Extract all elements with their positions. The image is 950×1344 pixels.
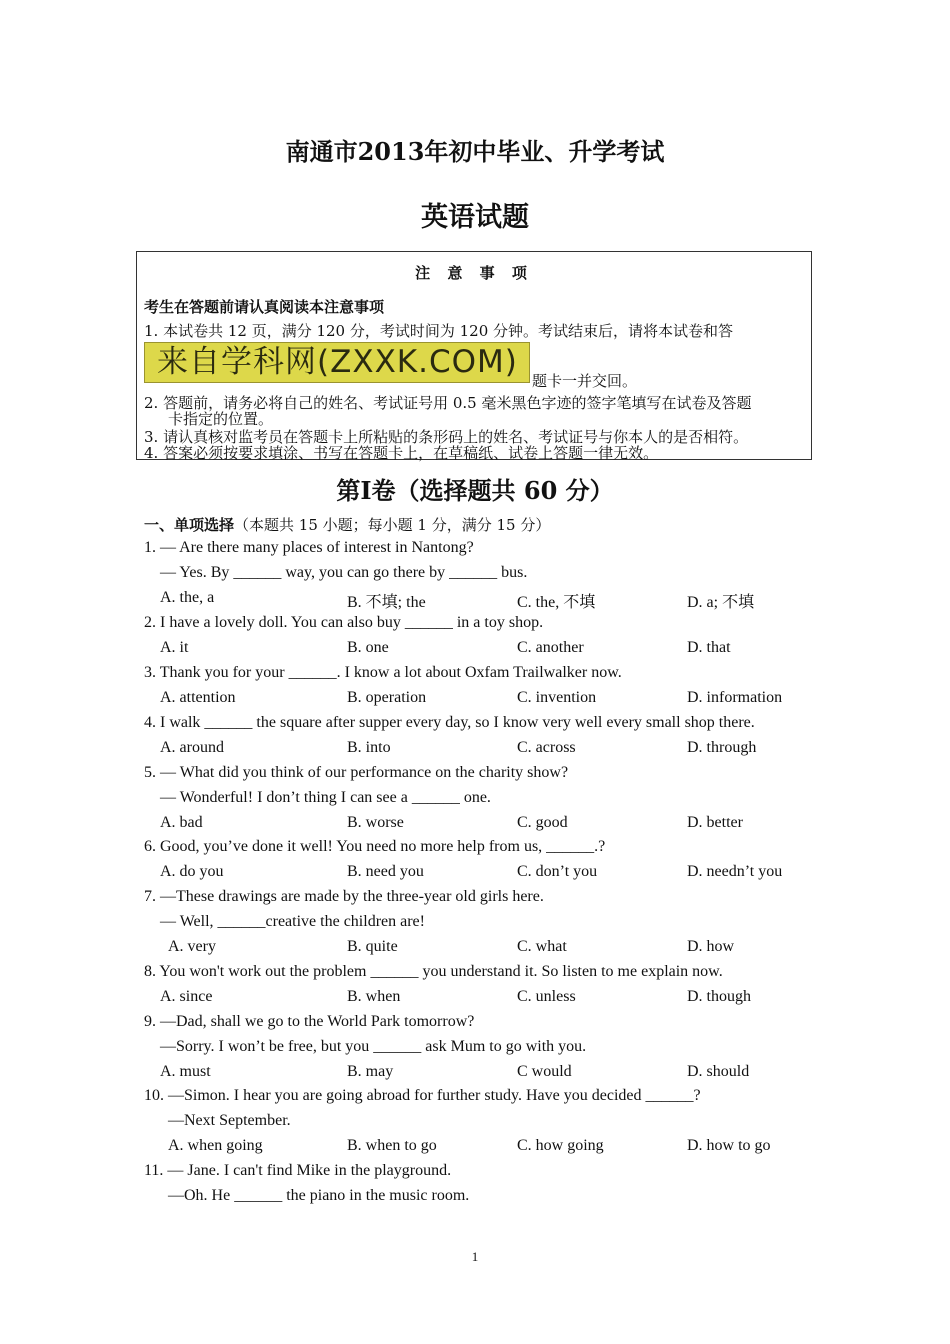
notice-line-2b: 卡指定的位置。 — [168, 410, 274, 428]
option-c: C. another — [517, 639, 584, 656]
question-dialogue: —Oh. He ______ the piano in the music room. — [168, 1187, 470, 1204]
question-stem: 7. —These drawings are made by the three-year old girls here. — [144, 888, 544, 905]
question-stem: 1. — Are there many places of interest in Nantong? — [144, 539, 474, 556]
option-b: B. need you — [347, 863, 424, 880]
option-c: C. what — [517, 938, 567, 955]
option-a: A. very — [168, 938, 216, 955]
notice-line-1a: 1. 本试卷共 12 页，满分 120 分，考试时间为 120 分钟。考试结束后，请将本试卷和答 — [144, 322, 734, 340]
option-b: B. into — [347, 739, 391, 756]
option-a: A. around — [160, 739, 224, 756]
section-detail: （本题共 15 小题；每小题 1 分，满分 15 分） — [234, 516, 551, 534]
notice-heading: 注 意 事 项 — [415, 264, 533, 282]
option-d: D. through — [687, 739, 757, 756]
exam-title: 南通市2013年初中毕业、升学考试 — [285, 137, 665, 166]
question-stem: 5. — What did you think of our performance on the charity show? — [144, 764, 569, 781]
question-dialogue: — Well, ______creative the children are! — [160, 913, 425, 930]
notice-intro: 考生在答题前请认真阅读本注意事项 — [144, 298, 385, 316]
option-d: D. that — [687, 639, 731, 656]
option-c: C would — [517, 1063, 572, 1080]
question-stem: 11. — Jane. I can't find Mike in the playground. — [144, 1162, 452, 1179]
option-b: B. when to go — [347, 1137, 437, 1154]
question-dialogue: — Yes. By ______ way, you can go there by ______ bus. — [160, 564, 528, 581]
option-b: B. one — [347, 639, 389, 656]
notice-line-2a: 2. 答题前，请务必将自己的姓名、考试证号用 0.5 毫米黑色字迹的签字笔填写在试卷及答题 — [144, 394, 752, 412]
page-number: 1 — [471, 1249, 479, 1264]
question-stem: 10. —Simon. I hear you are going abroad for further study. Have you decided ______? — [144, 1087, 701, 1104]
question-stem: 6. Good, you’ve done it well! You need no more help from us, ______.? — [144, 838, 606, 855]
notice-line-3: 3. 请认真核对监考员在答题卡上所粘贴的条形码上的姓名、考试证号与你本人的是否相符。 — [144, 428, 749, 446]
notice-line-4: 4. 答案必须按要求填涂、书写在答题卡上，在草稿纸、试卷上答题一律无效。 — [144, 444, 659, 462]
option-a: A. the, a — [160, 589, 215, 606]
option-a: A. do you — [160, 863, 224, 880]
option-c: C. good — [517, 814, 568, 831]
option-a: A. attention — [160, 689, 236, 706]
option-d: D. though — [687, 988, 751, 1005]
option-a: A. when going — [168, 1137, 263, 1154]
option-c: C. unless — [517, 988, 576, 1005]
option-b: B. may — [347, 1063, 394, 1080]
option-d: D. needn’t you — [687, 863, 783, 880]
exam-subtitle: 英语试题 — [421, 202, 529, 233]
option-a: A. since — [160, 988, 213, 1005]
question-dialogue: — Wonderful! I don’t thing I can see a ______ one. — [160, 789, 491, 806]
section-heading — [144, 514, 550, 535]
option-c: C. how going — [517, 1137, 604, 1154]
question-dialogue: —Next September. — [168, 1112, 291, 1129]
question-stem: 8. You won't work out the problem ______ you understand it. So listen to me explain now. — [144, 963, 723, 980]
question-stem: 4. I walk ______ the square after supper every day, so I know very well every small shop there. — [144, 714, 755, 731]
question-dialogue: —Sorry. I won’t be free, but you ______ ask Mum to go with you. — [160, 1038, 587, 1055]
watermark-banner: 来自学科网(ZXXK.COM) — [144, 342, 530, 383]
option-d: D. how — [687, 938, 735, 955]
option-b: B. worse — [347, 814, 404, 831]
option-d: D. better — [687, 814, 743, 831]
option-c: C. the, 不填 — [517, 594, 596, 611]
option-a: A. must — [160, 1063, 211, 1080]
option-a: A. bad — [160, 814, 203, 831]
option-c: C. across — [517, 739, 576, 756]
option-d: D. information — [687, 689, 783, 706]
question-stem: 2. I have a lovely doll. You can also buy ______ in a toy shop. — [144, 614, 544, 631]
question-stem: 3. Thank you for your ______. I know a lot about Oxfam Trailwalker now. — [144, 664, 622, 681]
notice-line-1b: 题卡一并交回。 — [532, 372, 638, 390]
option-d: D. a; 不填 — [687, 594, 755, 611]
option-c: C. invention — [517, 689, 597, 706]
option-b: B. quite — [347, 938, 398, 955]
question-stem: 9. —Dad, shall we go to the World Park tomorrow? — [144, 1013, 475, 1030]
option-b: B. 不填; the — [347, 594, 426, 611]
option-c: C. don’t you — [517, 863, 598, 880]
option-a: A. it — [160, 639, 189, 656]
option-b: B. operation — [347, 689, 427, 706]
option-b: B. when — [347, 988, 401, 1005]
option-d: D. how to go — [687, 1137, 771, 1154]
part-title: 第Ⅰ卷（选择题共 60 分） — [336, 476, 614, 505]
option-d: D. should — [687, 1063, 750, 1080]
section-label: 一、单项选择 — [144, 516, 235, 534]
